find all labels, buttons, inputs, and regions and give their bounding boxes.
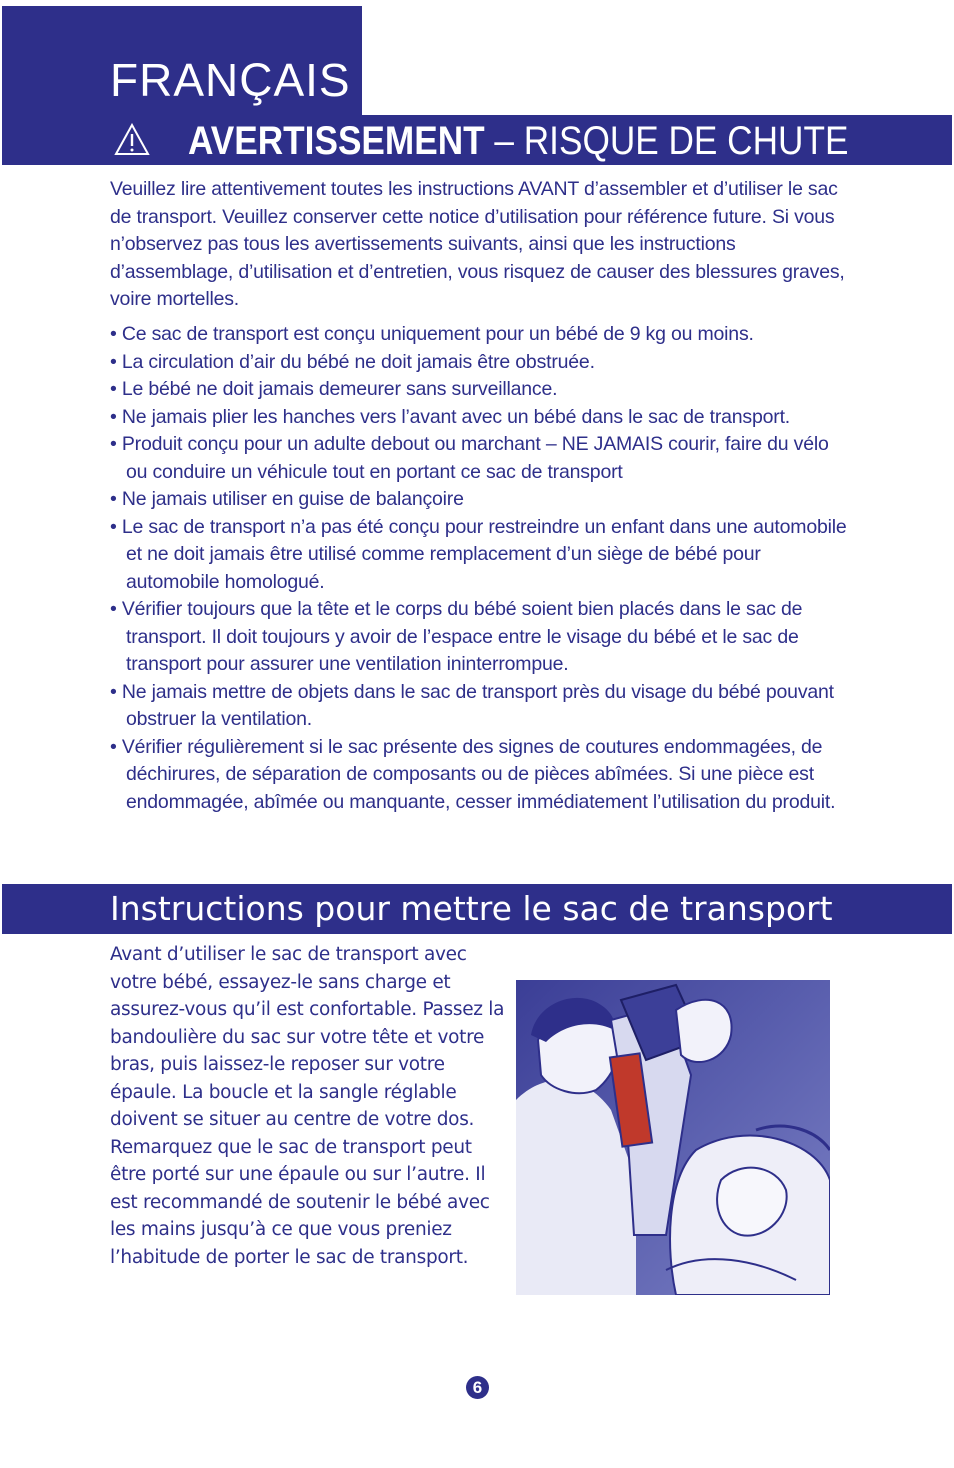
section-title: Instructions pour mettre le sac de transport — [110, 889, 833, 928]
warning-item: • Vérifier toujours que la tête et le corps du bébé soient bien placés dans le sac de transport. Il doit toujours y avoir de l’espace entre le visage du bébé et le sac de transport pour assurer une ventilation ininterrompue. — [110, 598, 803, 675]
warning-item: • Ne jamais plier les hanches vers l’avant avec un bébé dans le sac de transport. — [110, 405, 791, 428]
warning-item: • Le bébé ne doit jamais demeurer sans surveillance. — [110, 378, 558, 400]
page-number: 6 — [466, 1376, 489, 1399]
warning-item: • La circulation d’air du bébé ne doit jamais être obstruée. — [110, 350, 595, 373]
warning-item: • Vérifier régulièrement si le sac présente des signes de coutures endommagées, de déchirures, de séparation de composants ou de pièces abîmées. Si une pièce est endommagée, abîmée ou manquante, cesser immédiatement l’utilisation du produit. — [110, 735, 836, 813]
warning-item: • Produit conçu pour un adulte debout ou marchant – NE JAMAIS courir, faire du vélo ou conduire un véhicule tout en portant ce sac de transport — [110, 433, 829, 483]
warning-item: • Le sac de transport n’a pas été conçu pour restreindre un enfant dans une automobile et ne doit jamais être utilisé comme remplacement d’un siège de bébé pour automobile homologué. — [110, 515, 847, 593]
warning-item: • Ce sac de transport est conçu uniquement pour un bébé de 9 kg ou moins. — [110, 323, 754, 345]
warning-strong: AVERTISSEMENT — [188, 119, 485, 163]
warning-banner — [2, 115, 952, 165]
warning-subtitle: – RISQUE DE CHUTE — [484, 119, 849, 163]
carrier-illustration — [516, 980, 830, 1295]
warning-triangle-icon — [114, 123, 150, 157]
warning-list — [110, 321, 855, 816]
warning-item: • Ne jamais mettre de objets dans le sac de transport près du visage du bébé pouvant obstruer la ventilation. — [110, 680, 834, 730]
warning-item: • Ne jamais utiliser en guise de balançoire — [110, 488, 464, 510]
warning-heading — [188, 119, 848, 163]
section-header — [2, 884, 952, 934]
intro-paragraph: Veuillez lire attentivement toutes les instructions AVANT d’assembler et d’utiliser le sac de transport. Veuillez conserver cette notice d’utilisation pour référence future. Si vous n’observez pas tous les avertissements suivants, ainsi que les instructions d’assemblage, d’utilisation et d’entretien, vous risquez de causer des blessures graves, voire mortelles. — [110, 178, 845, 310]
instructions-paragraph: Avant d’utiliser le sac de transport avec votre bébé, essayez-le sans charge et assurez-vous qu’il est confortable. Passez la bandoulière du sac sur votre tête et votre bras, puis laissez-le reposer sur votre épaule. La boucle et la sangle réglable doivent se situer au centre de votre dos. Remarquez que le sac de transport peut être porté sur une épaule ou sur l’autre. Il est recommandé de soutenir le bébé avec les mains jusqu’à ce que vous preniez l’habitude de porter le sac de transport. — [110, 944, 505, 1268]
language-title: FRANÇAIS — [110, 54, 351, 106]
